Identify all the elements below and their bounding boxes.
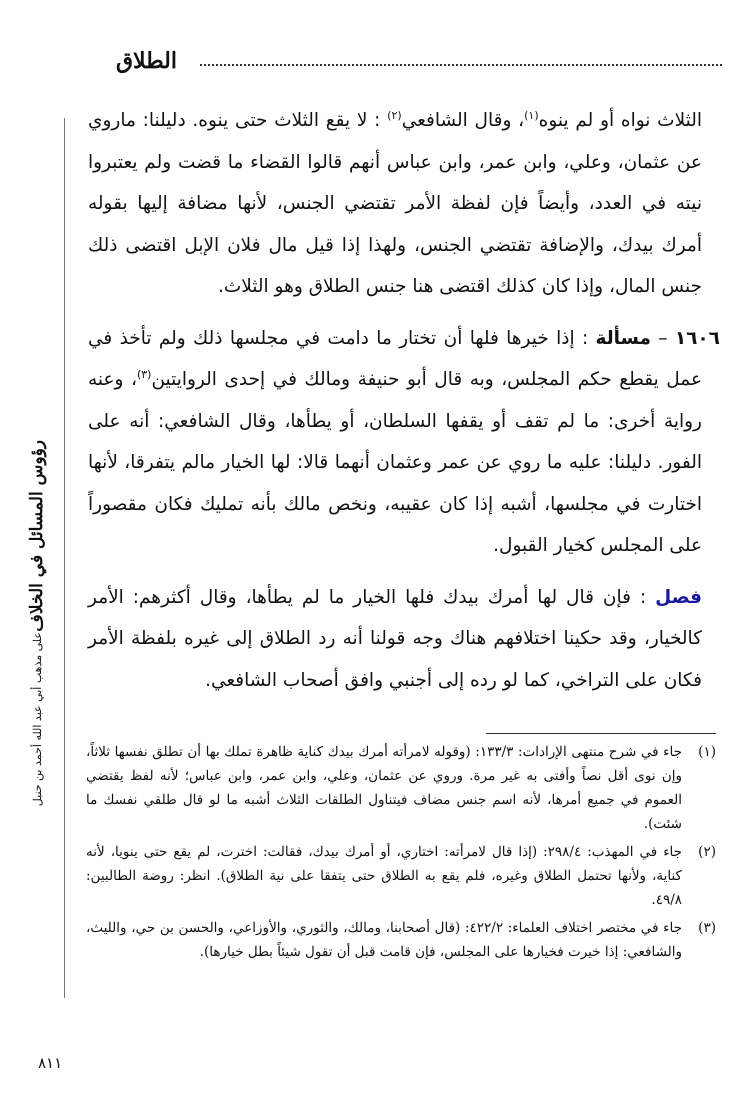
footnote-text: جاء في شرح منتهى الإرادات: ١٣٣/٣: (وقوله لامرأته أمرك بيدك كناية ظاهرة تملك بها أن تطلق نفسها ثلاثاً، وإن نوى أقل نصاً وأفتى به غير مرة. وروي عن عثمان، وعلي، وابن عمر، وابن عباس؛ لأنه لفظ يقتضي العموم في جميع أمرها، لأنه اسم جنس مضاف فيتناول الطلقات الثلاث أشبه ما لو قال طلقي نفسك ما شئت). <box>86 744 682 832</box>
footnote-separator <box>486 733 716 734</box>
fasl-paragraph <box>88 577 702 702</box>
margin-rule <box>64 118 65 998</box>
fasl-label: فصل <box>655 586 702 608</box>
issue-label: مسألة <box>595 327 651 349</box>
footnote <box>86 740 716 836</box>
footnote-ref-3: (٣) <box>136 367 152 381</box>
footnote-text: جاء في المهذب: ٢٩٨/٤: (إذا قال لامرأته: اختاري، أو أمرك بيدك، فقالت: اخترت، لم يقع حتى ينويا، لأنه كناية، ولأنها تحتمل الطلاق وغيره، فلم يقع به الطلاق حتى يتفقا على نية الطلاق). انظر: روضة الطالبين: ٤٩/٨. <box>86 844 682 908</box>
footnote-number: (٣) <box>698 920 716 936</box>
footnote-ref-2: (٢) <box>387 108 402 122</box>
book-title-vertical <box>14 440 60 806</box>
book-title-sub: على مذهب أبي عبد الله أحمد بن حنبل <box>30 631 44 806</box>
footnote-number: (٢) <box>698 844 716 860</box>
paragraph-text: : لا يقع الثلاث حتى ينوه. دليلنا: ماروي عن عثمان، وعلي، وابن عمر، وابن عباس أنهم قالوا القضاء ما قضت ولم يعتبروا نيته في العدد، وأيضاً فإن لفظة الأمر تقتضي الجنس، لأنها مضافة إليها بقوله أمرك بيدك، والإضافة تقتضي الجنس، ولهذا إذا قيل مال فلان الإبل اقتضى ذلك جنس المال، وإذا كان كذلك اقتضى هنا جنس الطلاق وهو الثلاث. <box>88 110 702 297</box>
paragraph-text: الثلاث نواه أو لم ينوه <box>538 110 702 131</box>
issue-text: : إذا خيرها فلها أن تختار ما دامت في مجلسها ذلك ولم تأخذ في عمل يقطع حكم المجلس، وبه قال أبو حنيفة ومالك في إحدى الروايتين <box>88 327 702 390</box>
fasl-text: : فإن قال لها أمرك بيدك فلها الخيار ما لم يطأها، وقال أكثرهم: الأمر كالخيار، وقد حكينا اختلافهم هناك وجه قولنا أنه رد الطلاق إلى غيره بلفظة الأمر فكان على التراخي، كما لو رده إلى أجنبي وافق أصحاب الشافعي. <box>88 586 702 691</box>
footnote-ref-1: (١) <box>524 108 539 122</box>
book-title-main: رؤوس المسائل في الخلاف <box>27 440 47 632</box>
running-header-title: الطلاق <box>115 48 177 74</box>
issue-dash: – <box>650 327 675 349</box>
paragraph-continuation <box>88 100 702 308</box>
footnote-number: (١) <box>698 744 716 760</box>
issue-number: ١٦٠٦ <box>674 327 720 349</box>
header-dotted-rule <box>200 64 722 66</box>
footnote <box>86 916 716 964</box>
main-text <box>88 100 720 711</box>
footnote-text: جاء في مختصر اختلاف العلماء: ٤٢٢/٢: (قال أصحابنا، ومالك، والثوري، والأوزاعي، والحسن بن حي، والليث، والشافعي: إذا خيرت فخيارها على المجلس، فإن قامت قبل أن تقول شيئاً بطل خيارها). <box>86 920 682 960</box>
paragraph-text: ، وقال الشافعي <box>401 110 525 131</box>
issue-text: ، وعنه رواية أخرى: ما لم تقف أو يقفها السلطان، أو يطأها، وقال الشافعي: أنه على الفور. دليلنا: عليه ما روي عن عمر وعثمان أنهما قالا: لها الخيار مالم يتفرقا، لأنها اختارت في مجلسها، أشبه إذا كان عقيبه، ونخص مالك بأنه تمليك فكان مقصوراً على المجلس كخيار القبول. <box>88 369 702 556</box>
footnotes <box>86 740 716 968</box>
issue-paragraph <box>88 318 720 567</box>
page-number: ٨١١ <box>38 1054 63 1072</box>
footnote <box>86 840 716 912</box>
